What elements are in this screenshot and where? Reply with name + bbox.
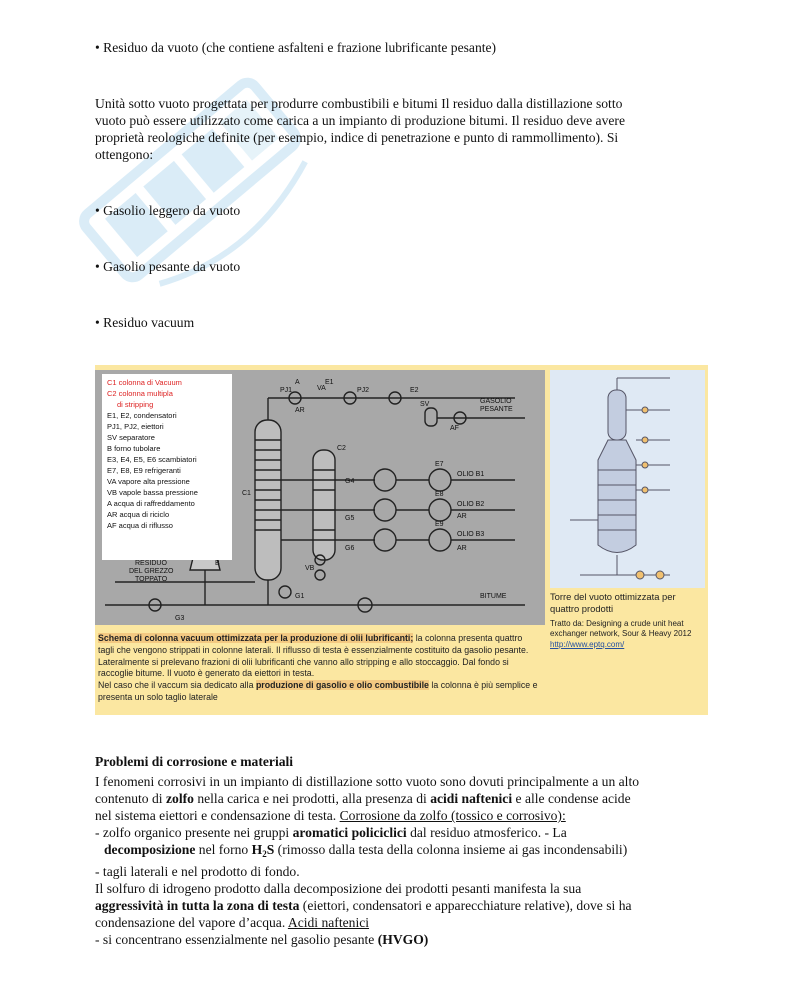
label-sv: SV: [420, 401, 430, 408]
label-c2: C2: [337, 445, 346, 452]
intro-line-1: Unità sotto vuoto progettata per produrre combustibili e bitumi Il residuo dalla distillazione sotto: [95, 96, 623, 111]
label-e8: E8: [435, 491, 444, 498]
label-va: VA: [317, 385, 326, 392]
watermark-logo: [40, 30, 340, 330]
label-del-grezzo: DEL GREZZO: [129, 568, 174, 575]
label-g6: G6: [345, 545, 355, 552]
tower-image: [550, 370, 705, 588]
label-toppato: TOPPATO: [135, 576, 168, 583]
label-pj2: PJ2: [357, 387, 370, 394]
section-line-3: nel sistema eiettori e condensazione di testa. Corrosione da zolfo (tossico e corrosivo):: [95, 808, 566, 823]
label-olio-b2: OLIO B2: [457, 501, 485, 508]
section-line-8: aggressività in tutta la zona di testa (eiettori, condensatori e apparecchiature relative), dove si ha: [95, 898, 632, 913]
label-c1: C1: [242, 490, 251, 497]
legend-item: A acqua di raffreddamento: [107, 499, 195, 508]
figure-panel: [95, 365, 708, 715]
label-g5: G5: [345, 515, 355, 522]
section-line-7: Il solfuro di idrogeno prodotto dalla decomposizione dei prodotti pesanti manifesta la sua: [95, 881, 582, 896]
label-b: B: [215, 560, 220, 567]
section-line-1: I fenomeni corrosivi in un impianto di distillazione sotto vuoto sono dovuti principalmente a un alto: [95, 774, 640, 789]
label-g3: G3: [175, 615, 185, 622]
caption-text-2b: produzione di gasolio e olio combustibile: [255, 680, 429, 691]
label-ar-top: AR: [295, 407, 305, 414]
label-ar-low: AR: [457, 545, 467, 552]
caption-text-2a: Nel caso che il vaccum sia dedicato alla: [98, 680, 256, 691]
process-diagram: [95, 370, 545, 625]
section-line-10: - si concentrano essenzialmente nel gasolio pesante (HVGO): [95, 932, 429, 947]
label-e9: E9: [435, 521, 444, 528]
section-line-4: - zolfo organico presente nei gruppi aromatici policiclici dal residuo atmosferico. - La: [95, 825, 567, 840]
diagram-legend: [102, 374, 232, 560]
legend-item: C1 colonna di Vacuum: [107, 378, 182, 387]
bullet-heavy-gasoil: • Gasolio pesante da vuoto: [95, 259, 241, 274]
tower-caption-title: Torre del vuoto ottimizzata per quattro prodotti: [550, 591, 676, 614]
label-e7: E7: [435, 461, 444, 468]
legend-item: SV separatore: [107, 433, 155, 442]
vacuum-tower-drawing: [550, 370, 705, 588]
legend-item: AR acqua di riciclo: [107, 510, 170, 519]
legend-item: PJ1, PJ2, eiettori: [107, 422, 164, 431]
caption-text-1: la colonna presenta quattro tagli che vengono strippati in colonne laterali. Il riflusso di testa è essenzialmente costituito da gasolio pesante. Lateralmente si prelevano frazioni di olii lubrificanti che vanno allo stripping e allo stoccaggio. Dal fondo si raccoglie bitume. Il vuoto è generato da eiettori in testa.: [98, 633, 529, 679]
label-af: AF: [450, 425, 459, 432]
label-a: A: [295, 379, 300, 386]
intro-line-4: ottengono:: [95, 147, 154, 162]
legend-item: E1, E2, condensatori: [107, 411, 177, 420]
label-residuo: RESIDUO: [135, 560, 167, 567]
label-e2: E2: [410, 387, 419, 394]
tower-caption-source: Tratto da: Designing a crude unit heat exchanger network, Sour & Heavy 2012: [550, 619, 692, 638]
caption-bold: Schema di colonna vacuum ottimizzata per la produzione di olii lubrificanti;: [98, 633, 414, 643]
section-heading: Problemi di corrosione e materiali: [95, 754, 294, 769]
label-pesante: PESANTE: [480, 406, 513, 413]
bullet-light-gasoil: • Gasolio leggero da vuoto: [95, 203, 241, 218]
legend-item: E7, E8, E9 refrigeranti: [107, 466, 181, 475]
caption-text-2c: la colonna è più semplice e presenta un solo taglio laterale: [98, 680, 538, 702]
legend-item: VB vapole bassa pressione: [107, 488, 198, 497]
legend-item: C2 colonna multipla: [107, 389, 173, 398]
intro-line-2: vuoto può essere utilizzato come carica a un impianto di produzione bitumi. Il residuo deve avere: [95, 113, 625, 128]
intro-line-3: proprietà reologiche definite (per esempio, indice di penetrazione e punto di rammollimento). Si: [95, 130, 619, 145]
label-vb: VB: [305, 565, 315, 572]
source-link[interactable]: http://www.eptq.com/: [550, 640, 625, 649]
bullet-residue: • Residuo da vuoto (che contiene asfalteni e frazione lubrificante pesante): [95, 40, 497, 55]
section-line-9: condensazione del vapore d’acqua. Acidi naftenici: [95, 915, 370, 930]
legend-item: VA vapore alta pressione: [107, 477, 190, 486]
label-pj1: PJ1: [280, 387, 293, 394]
label-bitume: BITUME: [480, 593, 507, 600]
legend-item: B forno tubolare: [107, 444, 161, 453]
section-line-5: decomposizione nel forno $H_2S$ (rimosso dalla testa della colonna insieme ai gas incondensabili): [104, 842, 628, 859]
label-ar-mid: AR: [457, 513, 467, 520]
bullet-residue-vacuum: • Residuo vacuum: [95, 315, 195, 330]
legend-item: AF acqua di riflusso: [107, 521, 173, 530]
label-g1: G1: [295, 593, 305, 600]
tower-caption: [550, 591, 705, 651]
label-g4: G4: [345, 478, 355, 485]
label-gasolio: GASOLIO: [480, 398, 512, 405]
section-line-2: contenuto di zolfo nella carica e nei prodotti, alla presenza di acidi naftenici e alle condense acide: [95, 791, 631, 806]
label-e1: E1: [325, 379, 334, 386]
figure-caption: [98, 633, 538, 704]
legend-item: E3, E4, E5, E6 scambiatori: [107, 455, 197, 464]
label-olio-b1: OLIO B1: [457, 471, 485, 478]
label-olio-b3: OLIO B3: [457, 531, 485, 538]
section-line-6: - tagli laterali e nel prodotto di fondo.: [95, 864, 300, 879]
legend-item: di stripping: [117, 400, 154, 409]
